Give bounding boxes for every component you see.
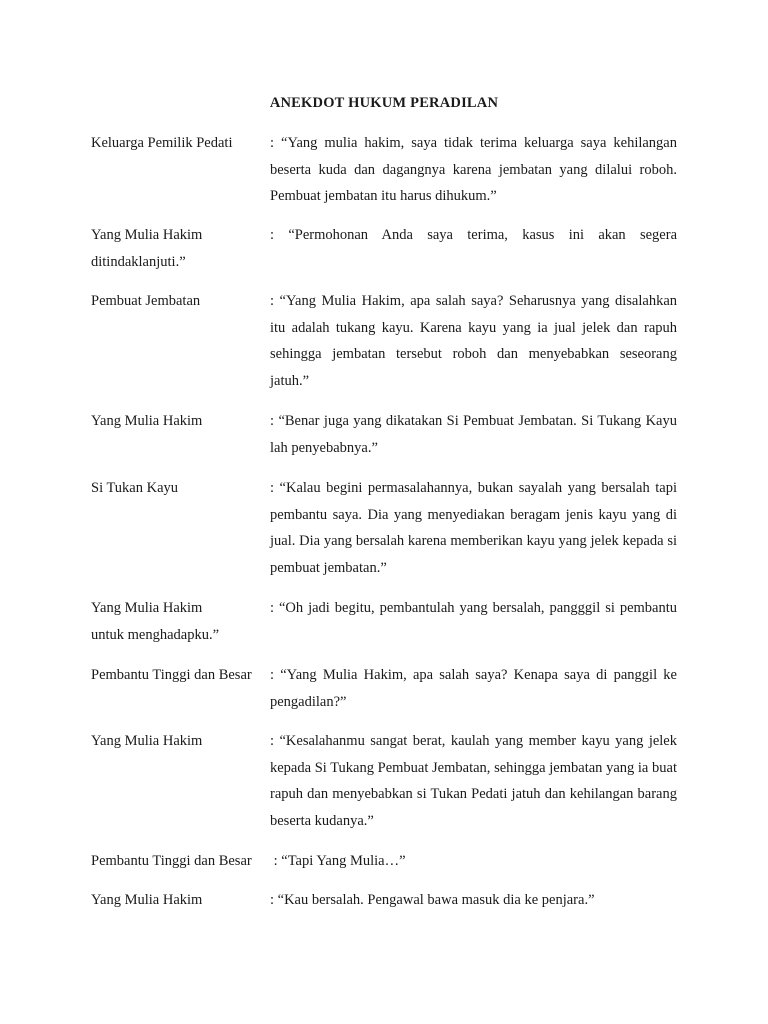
speaker-name: Yang Mulia Hakim: [91, 600, 203, 616]
dialogue-entry: [91, 475, 677, 581]
speech-text: : “Oh jadi begitu, pembantulah yang bersalah, pangggil si pembantu untuk menghadapku.”: [91, 600, 677, 643]
dialogue-entry: [91, 662, 677, 715]
speaker-name: Yang Mulia Hakim: [91, 733, 203, 749]
dialogue-entry: [91, 222, 677, 275]
dialogue-entry: [91, 130, 677, 210]
speech-text: : “Yang Mulia Hakim, apa salah saya? Seharusnya yang disalahkan itu adalah tukang kayu. Karena kayu yang ia jual jelek dan rapuh sehingga jembatan tersebut roboh dan menyebabkan seseorang jatuh.”: [270, 293, 677, 389]
speaker-name: Keluarga Pemilik Pedati: [91, 135, 233, 151]
dialogue-entry: [91, 288, 677, 394]
speech-text: : “Yang mulia hakim, saya tidak terima keluarga saya kehilangan beserta kuda dan dagangnya karena jembatan yang dilalui roboh. Pembuat jembatan itu harus dihukum.”: [270, 135, 677, 204]
speaker-name: Yang Mulia Hakim: [91, 227, 203, 243]
speech-text: : “Permohonan Anda saya terima, kasus ini akan segera ditindaklanjuti.”: [91, 227, 677, 270]
speech-text: : “Tapi Yang Mulia…”: [270, 853, 406, 869]
dialogue-entry: [91, 728, 677, 834]
speech-text: : “Benar juga yang dikatakan Si Pembuat Jembatan. Si Tukang Kayu lah penyebabnya.”: [270, 413, 677, 456]
speaker-name: Pembuat Jembatan: [91, 293, 201, 309]
speech-text: : “Kesalahanmu sangat berat, kaulah yang member kayu yang jelek kepada Si Tukang Pembuat Jembatan, sehingga jembatan yang ia buat rapuh dan menyebabkan si Tukan Pedati jatuh dan kehilangan barang beserta kudanya.”: [270, 733, 677, 829]
speaker-name: Pembantu Tinggi dan Besar: [91, 667, 252, 683]
dialogue-entry: [91, 408, 677, 461]
dialogue-entry: [91, 887, 677, 914]
dialogue-entry: [91, 848, 677, 875]
speech-text: : “Kalau begini permasalahannya, bukan sayalah yang bersalah tapi pembantu saya. Dia yang menyediakan beragam jenis kayu yang di jual. Dia yang bersalah karena memberikan kayu yang jelek kepada si pembuat jembatan.”: [270, 480, 677, 576]
speech-text: : “Kau bersalah. Pengawal bawa masuk dia ke penjara.”: [270, 892, 595, 908]
dialogue-entry: [91, 595, 677, 648]
speech-text: : “Yang Mulia Hakim, apa salah saya? Kenapa saya di panggil ke pengadilan?”: [270, 667, 677, 710]
speaker-name: Yang Mulia Hakim: [91, 413, 203, 429]
speaker-name: Si Tukan Kayu: [91, 480, 179, 496]
speaker-name: Yang Mulia Hakim: [91, 892, 203, 908]
document-title: ANEKDOT HUKUM PERADILAN: [269, 95, 499, 111]
speaker-name: Pembantu Tinggi dan Besar: [91, 853, 252, 869]
